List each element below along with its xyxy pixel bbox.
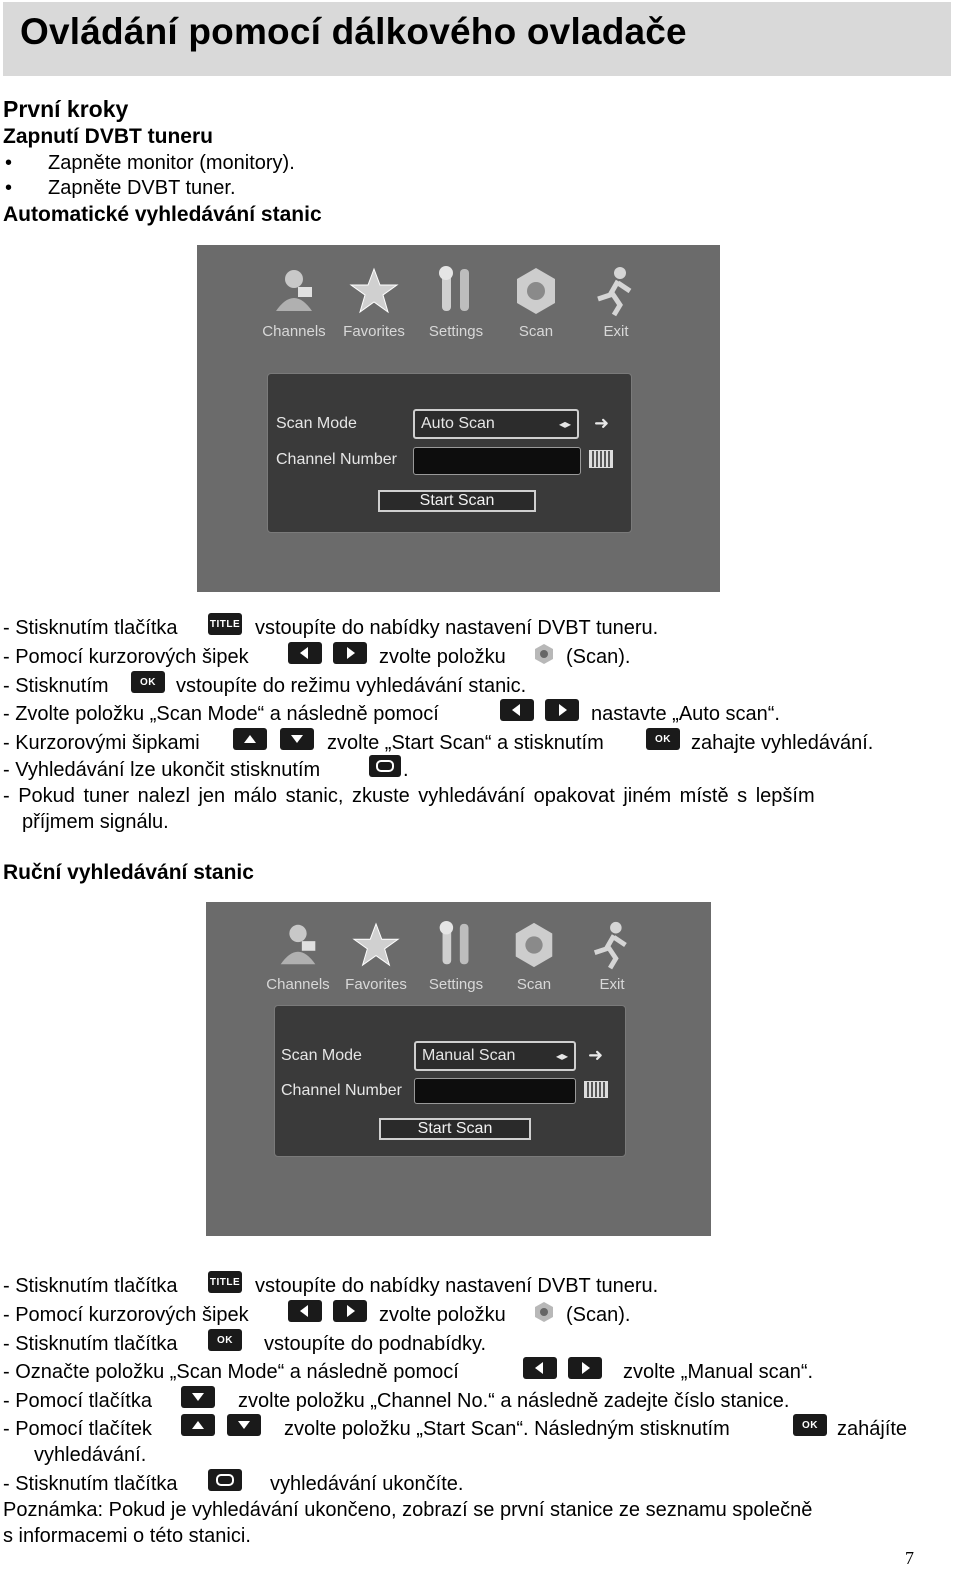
- subheading-auto-scan: Automatické vyhledávání stanic: [3, 203, 322, 226]
- channel-number-label: Channel Number: [281, 1082, 402, 1099]
- left-arrow-icon: [288, 642, 322, 664]
- menu-exit: Exit: [579, 265, 653, 340]
- menu-settings: Settings: [419, 265, 493, 340]
- scan-mode-label: Scan Mode: [276, 415, 357, 432]
- scan-panel: [267, 373, 632, 533]
- scan-gear-icon: [509, 920, 559, 970]
- scan-mode-select[interactable]: Auto Scan ◂▸: [413, 409, 579, 439]
- left-arrow-icon: [500, 699, 534, 721]
- down-arrow-icon: [227, 1414, 261, 1436]
- page-number: 7: [905, 1548, 914, 1568]
- scan-panel: [274, 1005, 626, 1157]
- instruction-line: vyhledávání.: [34, 1444, 147, 1466]
- menu-channels: Channels: [257, 265, 331, 340]
- ok-key: OK: [131, 671, 165, 693]
- keyboard-icon: [589, 450, 613, 468]
- title-key: TITLE: [208, 1271, 242, 1293]
- channels-icon: [268, 265, 320, 317]
- menu-favorites: Favorites: [337, 265, 411, 340]
- ok-key: OK: [208, 1329, 242, 1351]
- title-key: TITLE: [208, 613, 242, 635]
- right-arrow-icon: [333, 642, 367, 664]
- select-arrows-icon: ◂▸: [558, 417, 571, 431]
- subheading-manual-scan: Ruční vyhledávání stanic: [3, 861, 254, 884]
- channel-number-field[interactable]: [414, 1078, 576, 1104]
- exit-key-icon: [369, 755, 401, 777]
- instruction-line: příjmem signálu.: [22, 811, 169, 833]
- menu-scan: Scan: [499, 265, 573, 340]
- channel-number-field[interactable]: [413, 447, 581, 475]
- down-arrow-icon: [280, 728, 314, 750]
- menu-scan: Scan: [498, 920, 570, 993]
- menu-favorites: Favorites: [340, 920, 412, 993]
- ok-key: OK: [793, 1414, 827, 1436]
- right-arrow-icon: [568, 1357, 602, 1379]
- menu-screenshot-manual: [206, 902, 711, 1236]
- right-arrow-icon: ➜: [588, 1045, 604, 1065]
- scan-gear-icon: [510, 265, 562, 317]
- channel-number-label: Channel Number: [276, 451, 397, 468]
- menu-screenshot-auto: [197, 245, 720, 592]
- menu-channels: Channels: [262, 920, 334, 993]
- title-banner: [3, 2, 951, 76]
- subheading-power-on: Zapnutí DVBT tuneru: [3, 125, 213, 148]
- down-arrow-icon: [181, 1386, 215, 1408]
- menu-exit: Exit: [576, 920, 648, 993]
- up-arrow-icon: [233, 728, 267, 750]
- note-line: s informacemi o této stanici.: [3, 1525, 251, 1547]
- start-scan-button[interactable]: Start Scan: [379, 1118, 531, 1140]
- page-title: Ovládání pomocí dálkového ovladače: [20, 11, 687, 52]
- left-arrow-icon: [523, 1357, 557, 1379]
- running-man-icon: [587, 920, 637, 970]
- up-arrow-icon: [181, 1414, 215, 1436]
- scan-gear-icon: [533, 643, 555, 665]
- left-arrow-icon: [288, 1300, 322, 1322]
- right-arrow-icon: [333, 1300, 367, 1322]
- menu-settings: Settings: [420, 920, 492, 993]
- keyboard-icon: [584, 1081, 608, 1098]
- star-icon: [348, 265, 400, 317]
- exit-key-icon: [208, 1469, 242, 1491]
- right-arrow-icon: [545, 699, 579, 721]
- tools-icon: [431, 920, 481, 970]
- select-arrows-icon: ◂▸: [555, 1049, 568, 1063]
- right-arrow-icon: ➜: [594, 413, 610, 433]
- start-scan-button[interactable]: Start Scan: [378, 490, 536, 512]
- scan-mode-label: Scan Mode: [281, 1047, 362, 1064]
- channels-icon: [273, 920, 323, 970]
- section-heading: První kroky: [3, 96, 129, 122]
- tools-icon: [430, 265, 482, 317]
- ok-key: OK: [646, 728, 680, 750]
- star-icon: [351, 920, 401, 970]
- scan-mode-select[interactable]: Manual Scan ◂▸: [414, 1041, 576, 1071]
- scan-gear-icon: [533, 1301, 555, 1323]
- running-man-icon: [590, 265, 642, 317]
- note-line: Poznámka: Pokud je vyhledávání ukončeno, zobrazí se první stanice ze seznamu společně: [3, 1499, 813, 1521]
